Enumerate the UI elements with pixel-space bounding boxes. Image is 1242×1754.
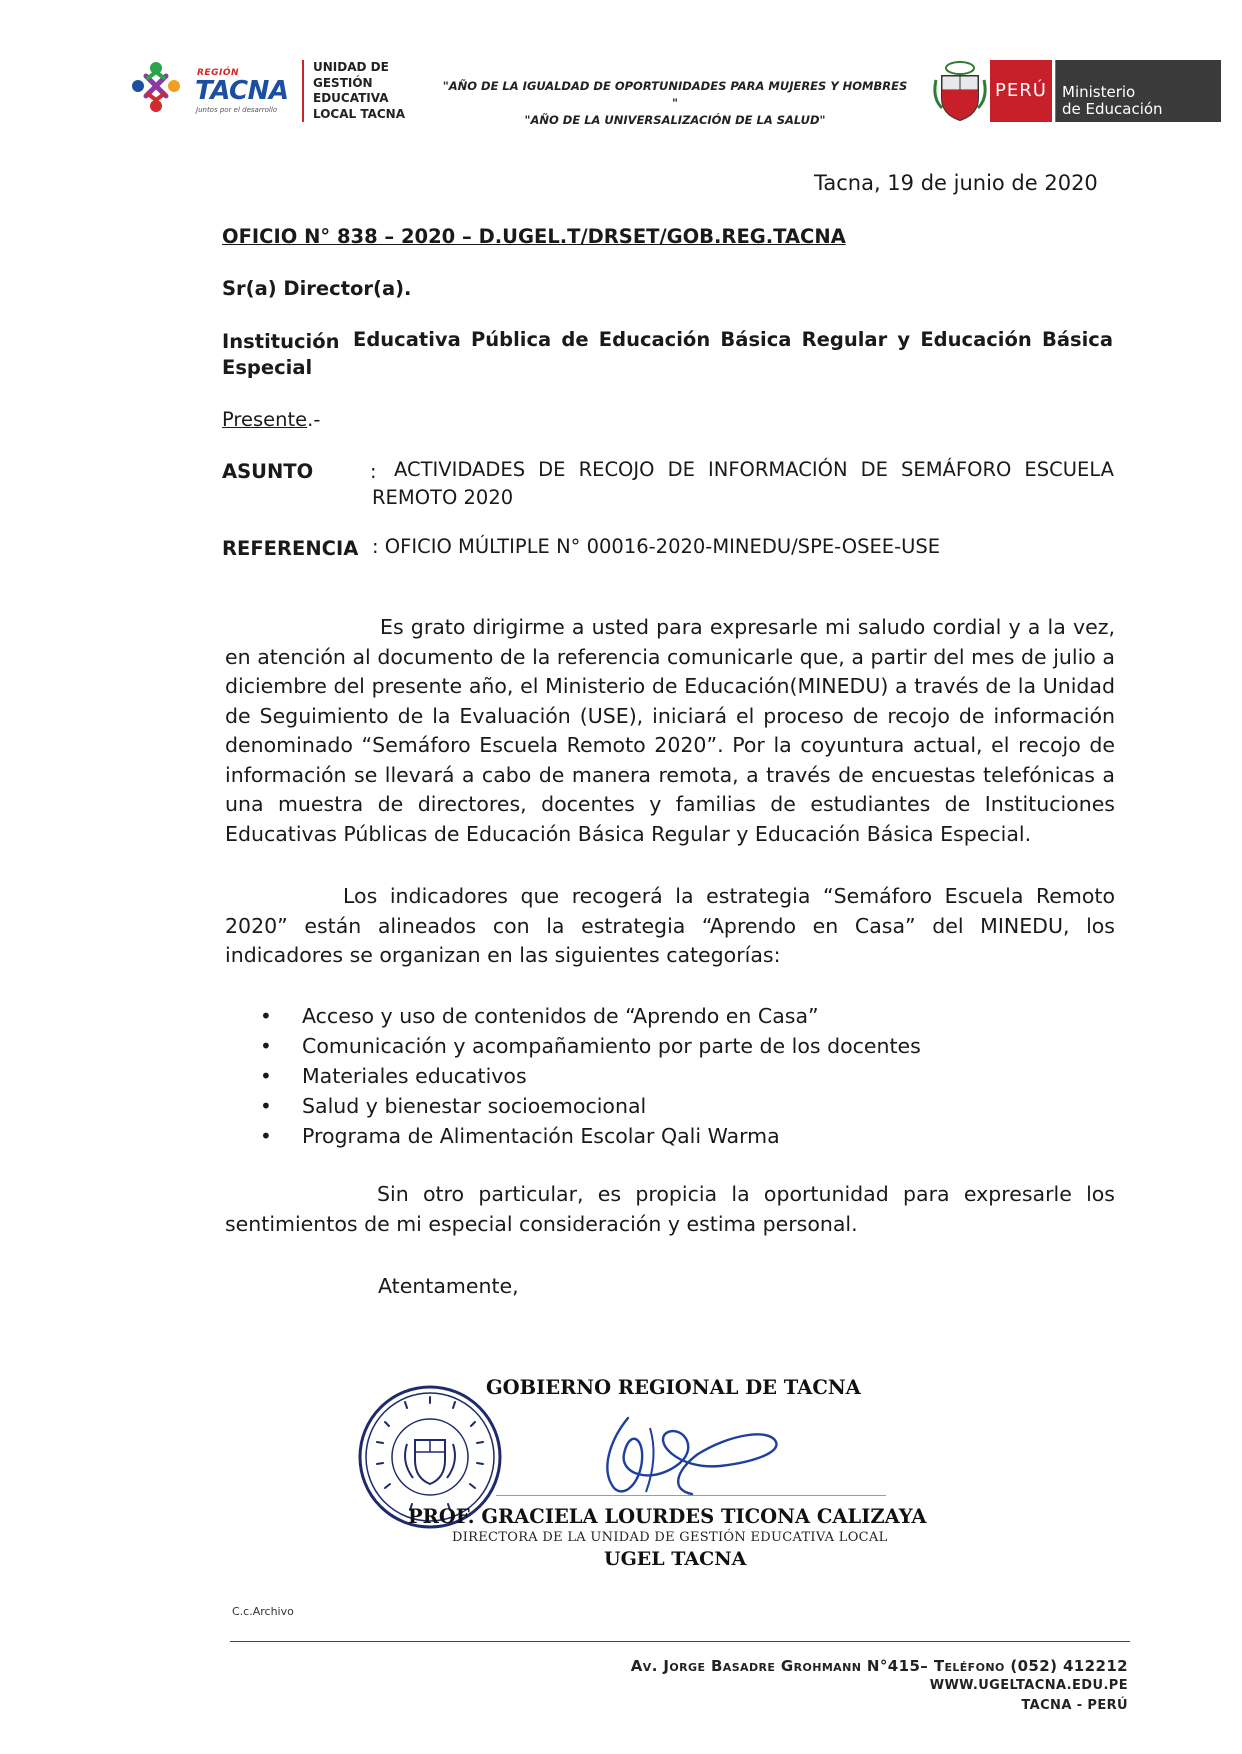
list-item: • Salud y bienestar socioemocional xyxy=(260,1091,921,1121)
slogan-1: "AÑO DE LA IGUALDAD DE OPORTUNIDADES PARA MUJERES Y HOMBRES " xyxy=(442,79,908,110)
closing: Atentamente, xyxy=(378,1274,519,1298)
referencia-label: REFERENCIA xyxy=(222,537,359,560)
letter-date: Tacna, 19 de junio de 2020 xyxy=(814,171,1098,195)
header-divider xyxy=(302,60,304,122)
asunto-colon: : xyxy=(370,460,377,483)
presente: Presente.- xyxy=(222,408,321,431)
cc-archive: C.c.Archivo xyxy=(232,1605,294,1618)
list-item: • Programa de Alimentación Escolar Qali Warma xyxy=(260,1121,921,1151)
institution-label: Institución xyxy=(222,330,340,353)
region-tagline: Juntos por el desarrollo xyxy=(196,106,278,114)
institution-value-line2: Especial xyxy=(222,356,313,379)
government-title: GOBIERNO REGIONAL DE TACNA xyxy=(486,1376,861,1399)
ugel-name: UNIDAD DE GESTIÓN EDUCATIVA LOCAL TACNA xyxy=(313,60,406,121)
salutation: Sr(a) Director(a). xyxy=(222,277,412,300)
year-slogans xyxy=(440,78,910,129)
asunto-value-line2: REMOTO 2020 xyxy=(372,486,514,509)
paragraph-1: Es grato dirigirme a usted para expresarle mi saludo cordial y a la vez, en atención al documento de la referencia comunicarle que, a partir del mes de julio a diciembre del presente año, el Ministerio de Educación(MINEDU) a través de la Unidad de Seguimiento de la Evaluación (USE), iniciará el proceso de recojo de información denominado “Semáforo Escuela Remoto 2020”. Por la coyuntura actual, el recojo de información se llevará a cabo de manera remota, a través de encuestas telefónicas a una muestra de directores, docentes y familias de estudiantes de Instituciones Educativas Públicas de Educación Básica Regular y Educación Básica Especial. xyxy=(225,615,1115,846)
list-item: • Materiales educativos xyxy=(260,1061,921,1091)
signer-role: DIRECTORA DE LA UNIDAD DE GESTIÓN EDUCATIVA LOCAL xyxy=(452,1530,888,1545)
referencia-value: : OFICIO MÚLTIPLE N° 00016-2020-MINEDU/SPE-OSEE-USE xyxy=(372,535,941,558)
peru-coat-of-arms-icon xyxy=(932,58,988,122)
ministry-brand-box: Ministerio de Educación xyxy=(1055,60,1221,122)
footer-contact xyxy=(631,1656,1128,1716)
list-item: • Acceso y uso de contenidos de “Aprendo en Casa” xyxy=(260,1001,921,1031)
footer-divider xyxy=(230,1641,1130,1642)
asunto-label: ASUNTO xyxy=(222,460,314,483)
signature-line xyxy=(496,1495,886,1496)
oficio-number: OFICIO N° 838 – 2020 – D.UGEL.T/DRSET/GOB.REG.TACNA xyxy=(222,225,846,248)
region-name: TACNA xyxy=(195,76,289,106)
categories-list xyxy=(260,1001,921,1151)
signer-office: UGEL TACNA xyxy=(604,1548,747,1570)
paragraph-3: Sin otro particular, es propicia la oportunidad para expresarle los sentimientos de mi especial consideración y estima personal. xyxy=(225,1182,1115,1236)
slogan-2: "AÑO DE LA UNIVERSALIZACIÓN DE LA SALUD" xyxy=(524,113,826,127)
list-item: • Comunicación y acompañamiento por parte de los docentes xyxy=(260,1031,921,1061)
paragraph-2: Los indicadores que recogerá la estrategia “Semáforo Escuela Remoto 2020” están alineados con la estrategia “Aprendo en Casa” del MINEDU, los indicadores se organizan en las siguientes categorías: xyxy=(225,884,1115,967)
footer-address: Av. Jorge Basadre Grohmann N°415– Teléfono (052) 412212 xyxy=(630,1657,1128,1675)
footer-location: TACNA - PERÚ xyxy=(1021,1698,1128,1713)
footer-website: WWW.UGELTACNA.EDU.PE xyxy=(929,1678,1128,1693)
institution-value: Educativa Pública de Educación Básica Regular y Educación Básica xyxy=(353,328,1113,351)
handwritten-signature-icon xyxy=(580,1400,790,1510)
peru-brand-box: PERÚ xyxy=(990,60,1052,122)
signer-name: PROF. GRACIELA LOURDES TICONA CALIZAYA xyxy=(408,1505,927,1528)
region-label: REGIÓN xyxy=(197,68,239,78)
asunto-value: ACTIVIDADES DE RECOJO DE INFORMACIÓN DE SEMÁFORO ESCUELA xyxy=(394,458,1114,481)
